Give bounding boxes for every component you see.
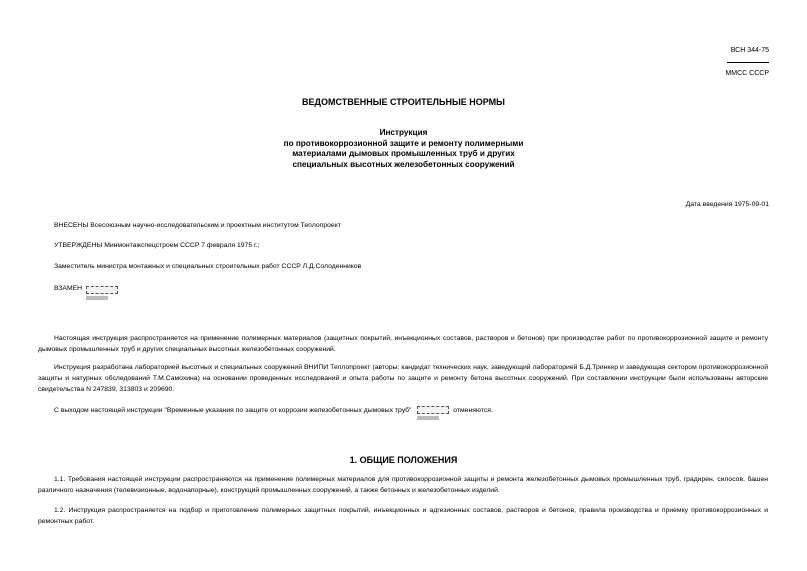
authors-paragraph-text: Инструкция разработана лабораторией высотных и специальных сооружений ВНИПИ Теплопроект (авторы: кандидат технических наук, заведующий лабораторией Б.Д.Тринкер и заведующая сектором противокоррозионной защиты и натурных обследований Т.М.Самохина) на основании проведенных исследований и опыта работы по защите и ремонту бетона высотных сооружений. При составлении инструкции были использованы авторские свидетельства N 247839, 313803 и 209690. [38,364,768,393]
replaced-document-link-image[interactable] [84,285,120,303]
issuing-agency: ММСС СССР [725,70,769,77]
section-1-title: 1. ОБЩИЕ ПОЛОЖЕНИЯ [349,455,458,465]
subtitle-line: специальных высотных железобетонных сооружений [292,159,515,169]
deputy-minister: Заместитель министра монтажных и специальных строительных работ СССР Л.Д.Солоденников [54,263,362,270]
replaces-line [54,285,120,303]
document-code: ВСН 344-75 [730,47,769,54]
clause-1-2 [38,505,768,527]
effective-date: Дата введения 1975-09-01 [685,201,769,208]
intro-paragraph-text: Настоящая инструкция распространяется на применение полимерных материалов (защитных покрытий, инъекционных составов, растворов и бетонов) при производстве работ по противокоррозионной защите и ремонту дымовых промышленных труб и других специальных высотных железобетонных сооружений. [38,335,768,353]
subtitle-line: Инструкция [379,128,428,137]
clause-1-1-text: 1.1. Требования настоящей инструкции распространяются на применение полимерных материалов для противокоррозионной защиты и ремонта железобетонных дымовых промышленных труб, градирен, силосов, башен различного назначения (телевизионные, водонапорные), конструкций промышленных сооружений, а также бетонных и железобетонных изделий. [38,476,768,494]
replaces-label: ВЗАМЕН [54,285,83,292]
approved-by: УТВЕРЖДЕНЫ Минмонтажспецстроем СССР 7 февраля 1975 г.; [54,242,260,249]
supersedes-paragraph [38,405,768,423]
document-main-title: ВЕДОМСТВЕННЫЕ СТРОИТЕЛЬНЫЕ НОРМЫ [302,97,505,107]
authors-paragraph [38,362,768,395]
code-divider [727,62,769,63]
intro-paragraph [38,333,768,355]
introduced-by: ВНЕСЕНЫ Всесоюзным научно-исследовательским и проектным институтом Теплопроект [54,222,341,229]
superseded-document-link-image[interactable] [415,405,451,423]
supersedes-text-before: С выходом настоящей инструкции "Временные указания по защите от коррозии железобетонных дымовых труб" [54,407,412,414]
supersedes-text-after: отменяются. [453,407,493,414]
subtitle-line: по противокоррозионной защите и ремонту полимерными [283,138,524,148]
clause-1-1 [38,474,768,496]
subtitle-line: материалами дымовых промышленных труб и других [292,149,515,158]
document-subtitle [200,128,607,170]
clause-1-2-text: 1.2. Инструкция распространяется на подбор и приготовление полимерных защитных покрытий, инъекционных и адгезионных составов, растворов и бетонов, правила производства и приемку противокоррозионных и ремонтных работ. [38,507,768,525]
document-code-block [725,46,769,78]
